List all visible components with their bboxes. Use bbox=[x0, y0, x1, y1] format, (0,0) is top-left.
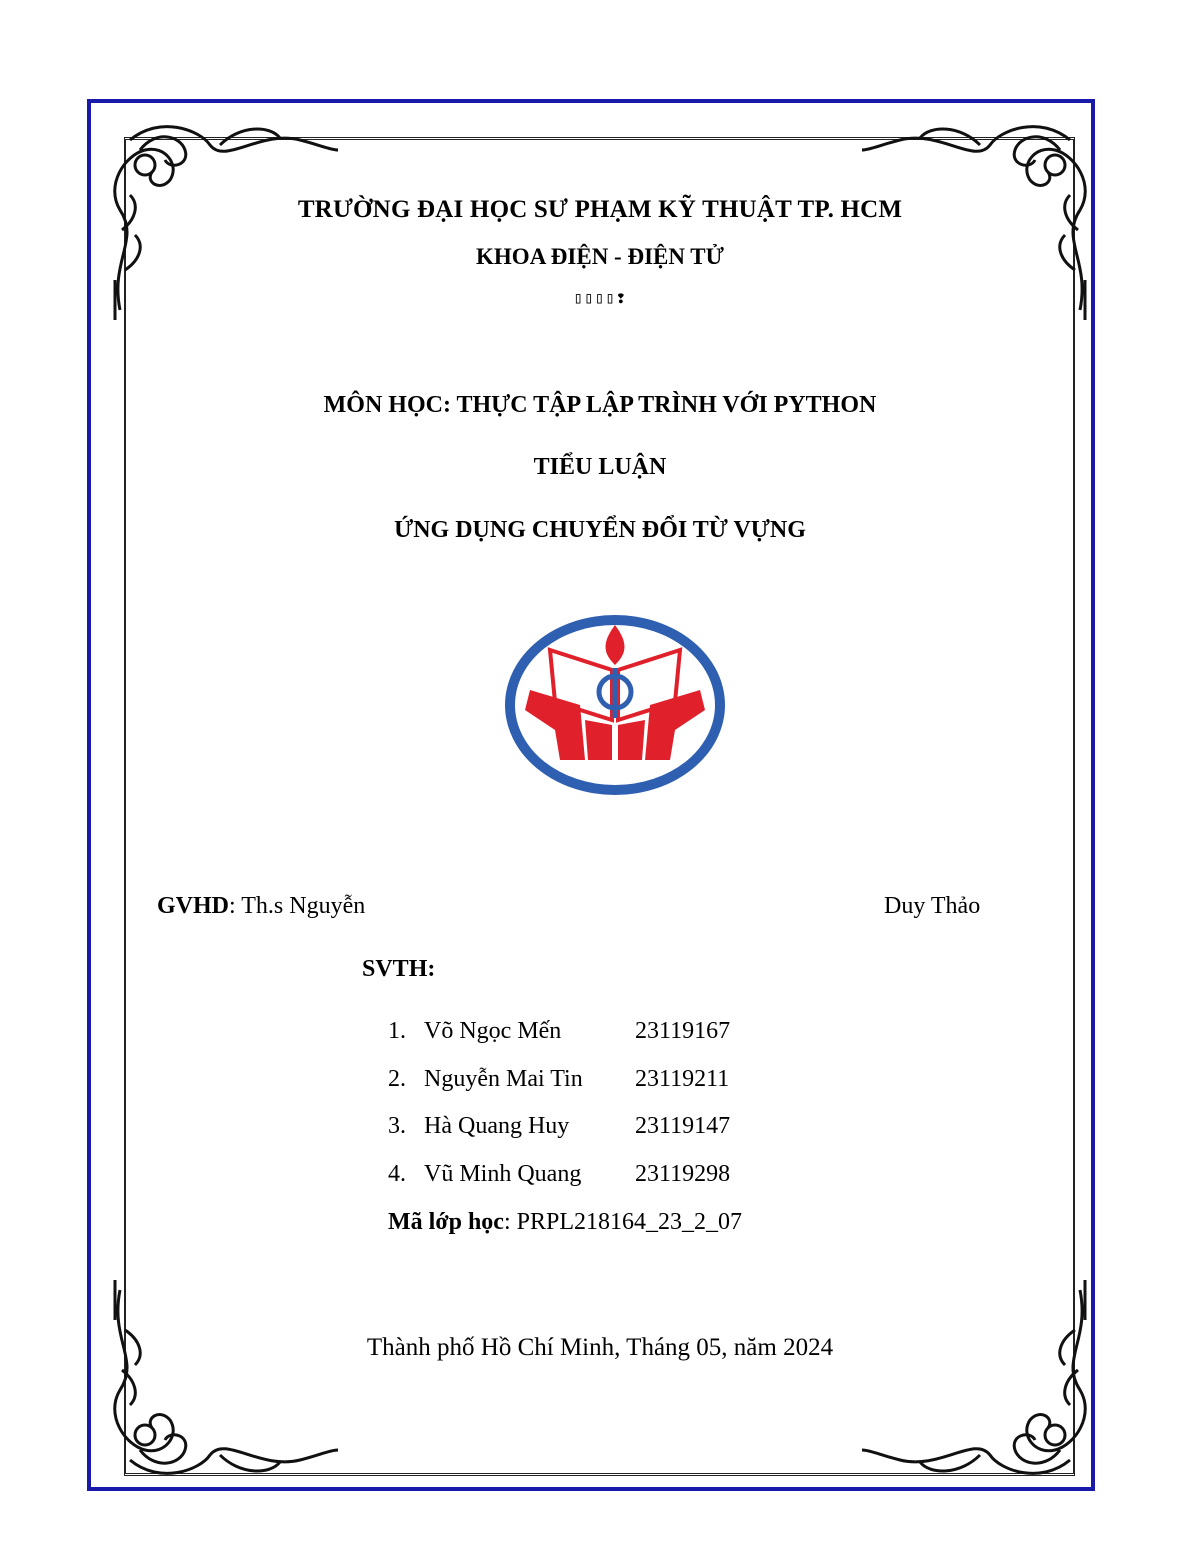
page-border-inner bbox=[124, 137, 1075, 1476]
instructor-label: GVHD bbox=[157, 893, 229, 919]
instructor-line bbox=[157, 893, 365, 920]
class-code-value: : PRPL218164_23_2_07 bbox=[503, 1209, 742, 1235]
student-row bbox=[388, 1018, 765, 1066]
student-row bbox=[388, 1161, 765, 1209]
university-logo bbox=[500, 610, 730, 800]
topic-title: ỨNG DỤNG CHUYỂN ĐỔI TỪ VỰNG bbox=[394, 517, 806, 543]
corner-ornament-bottom-left bbox=[100, 1280, 340, 1490]
student-id: 23119298 bbox=[635, 1160, 731, 1187]
report-type: TIỂU LUẬN bbox=[533, 454, 667, 480]
decorative-symbols: ▯▯▯▯❢ bbox=[573, 288, 627, 307]
student-number: 2. bbox=[388, 1065, 406, 1092]
student-row bbox=[388, 1113, 765, 1161]
students-label: SVTH: bbox=[362, 956, 436, 982]
faculty-name: KHOA ĐIỆN - ĐIỆN TỬ bbox=[476, 244, 724, 269]
student-number: 1. bbox=[388, 1018, 406, 1044]
student-id: 23119147 bbox=[635, 1113, 731, 1139]
student-number: 4. bbox=[388, 1160, 406, 1187]
student-number: 3. bbox=[388, 1113, 406, 1139]
school-name: TRƯỜNG ĐẠI HỌC SƯ PHẠM KỸ THUẬT TP. HCM bbox=[297, 196, 903, 223]
class-code-line bbox=[388, 1209, 742, 1236]
student-name: Hà Quang Huy bbox=[424, 1113, 570, 1139]
corner-ornament-bottom-right bbox=[860, 1280, 1100, 1490]
instructor-name-end: Duy Thảo bbox=[884, 893, 981, 919]
course-title: MÔN HỌC: THỰC TẬP LẬP TRÌNH VỚI PYTHON bbox=[323, 392, 877, 418]
student-name: Võ Ngọc Mến bbox=[424, 1018, 562, 1044]
student-row bbox=[388, 1066, 765, 1114]
student-name: Nguyễn Mai Tin bbox=[424, 1065, 583, 1092]
student-name: Vũ Minh Quang bbox=[424, 1160, 582, 1187]
instructor-name-start: : Th.s Nguyễn bbox=[229, 893, 366, 919]
class-code-label: Mã lớp học bbox=[388, 1209, 504, 1235]
place-and-date: Thành phố Hồ Chí Minh, Tháng 05, năm 2024 bbox=[366, 1334, 834, 1361]
student-id: 23119211 bbox=[635, 1065, 730, 1092]
student-id: 23119167 bbox=[635, 1018, 731, 1044]
student-list bbox=[388, 1018, 765, 1208]
